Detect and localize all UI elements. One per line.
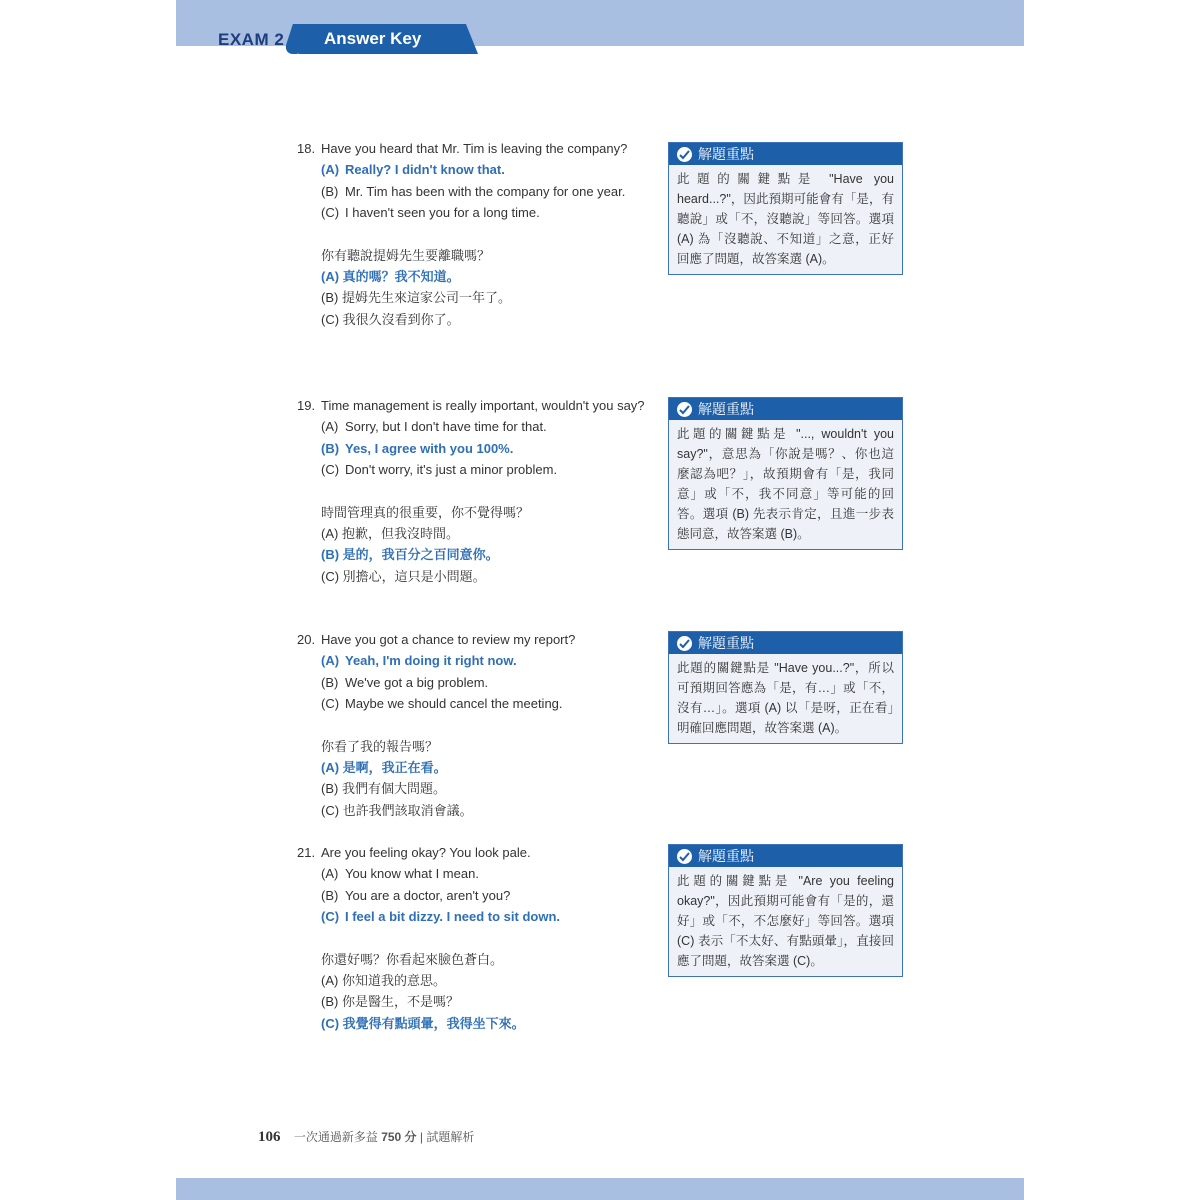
- page: [176, 0, 1024, 1200]
- question-number: 21.: [297, 845, 316, 860]
- question-text: Are you feeling okay? You look pale.: [321, 845, 531, 860]
- tip-text: 此題的關鍵點是 "Have you...?"，所以可預期回答應為「是，有…」或「不，沒有…」。選項 (A) 以「是呀，正在看」明確回應問題，故答案選 (A)。: [677, 661, 894, 735]
- checkmark-icon: [677, 636, 692, 651]
- question-number: 20.: [297, 632, 316, 647]
- question-text: Have you got a chance to review my report?: [321, 632, 576, 647]
- tip-text: 此題的關鍵點是 "Have you heard...?"，因此預期可能會有「是，有聽說」或「不，沒聽說」等回答。選項 (A) 為「沒聽說、不知道」之意，正好回應了問題，故答案選 (A)。: [677, 172, 894, 266]
- zh-question: 時間管理真的很重要，你不覺得嗎？: [321, 504, 530, 520]
- zh-question: 你看了我的報告嗎？: [321, 738, 439, 754]
- zh-option-c: (C) 也許我們該取消會議。: [321, 802, 473, 818]
- option-c: (C) Don't worry, it's just a minor problem.: [321, 462, 558, 478]
- tip-box-20: [668, 631, 903, 744]
- footer-band: [176, 1178, 1024, 1200]
- tip-header: [669, 398, 902, 420]
- zh-option-b: (B) 是的，我百分之百同意你。: [321, 547, 499, 563]
- tip-box-18: [668, 142, 903, 275]
- tip-box-19: [668, 397, 903, 550]
- tip-header: [669, 143, 902, 165]
- zh-option-a: (A) 你知道我的意思。: [321, 973, 446, 989]
- option-a: (A) Yeah, I'm doing it right now.: [321, 653, 517, 669]
- answer-key-tab: [294, 24, 462, 54]
- checkmark-icon: [677, 402, 692, 417]
- exam-label: EXAM 2: [218, 30, 285, 49]
- option-b: (B) Mr. Tim has been with the company for one year.: [321, 183, 626, 199]
- option-c: (C) Maybe we should cancel the meeting.: [321, 696, 563, 712]
- zh-option-c: (C) 我覺得有點頭暈，我得坐下來。: [321, 1015, 525, 1031]
- question-text: Have you heard that Mr. Tim is leaving the company?: [321, 141, 628, 156]
- zh-option-a: (A) 抱歉，但我沒時間。: [321, 526, 459, 542]
- zh-option-b: (B) 你是醫生，不是嗎？: [321, 994, 459, 1010]
- tip-header: [669, 632, 902, 654]
- option-c: (C) I feel a bit dizzy. I need to sit down.: [321, 909, 561, 925]
- option-a: (A) You know what I mean.: [321, 866, 479, 882]
- question-21: [297, 842, 647, 1034]
- option-b: (B) Yes, I agree with you 100%.: [321, 440, 514, 456]
- tip-title: 解題重點: [698, 401, 754, 417]
- option-a: (A) Sorry, but I don't have time for that.: [321, 419, 547, 435]
- book-score: 750 分: [381, 1130, 417, 1144]
- option-c: (C) I haven't seen you for a long time.: [321, 205, 540, 221]
- tip-text: 此題的關鍵點是 "..., wouldn't you say?"，意思為「你說是嗎？、你也這麼認為吧？」，故預期會有「是，我同意」或「不，我不同意」等可能的回答。選項 (B) 先表示肯定，且進一步表態同意，故答案選 (B)。: [677, 427, 894, 541]
- page-number: 106: [258, 1129, 281, 1145]
- tip-title: 解題重點: [698, 848, 754, 864]
- zh-option-a: (A) 是啊，我正在看。: [321, 760, 447, 776]
- book-subtitle: | 試題解析: [419, 1130, 475, 1144]
- question-18: [297, 138, 647, 330]
- checkmark-icon: [677, 147, 692, 162]
- zh-question: 你還好嗎？你看起來臉色蒼白。: [321, 951, 504, 967]
- answer-key-label: Answer Key: [324, 29, 422, 48]
- option-b: (B) We've got a big problem.: [321, 674, 489, 690]
- question-number: 19.: [297, 398, 316, 413]
- option-a: (A) Really? I didn't know that.: [321, 162, 505, 178]
- checkmark-icon: [677, 849, 692, 864]
- question-19: [297, 395, 647, 587]
- tip-header: [669, 845, 902, 867]
- zh-option-c: (C) 別擔心，這只是小問題。: [321, 568, 486, 584]
- tip-box-21: [668, 844, 903, 977]
- question-number: 18.: [297, 141, 316, 156]
- tip-title: 解題重點: [698, 635, 754, 651]
- page-footer: [258, 1128, 474, 1146]
- zh-question: 你有聽說提姆先生要離職嗎？: [321, 247, 491, 263]
- zh-option-b: (B) 提姆先生來這家公司一年了。: [321, 290, 511, 306]
- question-20: [297, 629, 647, 821]
- question-text: Time management is really important, wouldn't you say?: [321, 398, 645, 413]
- option-b: (B) You are a doctor, aren't you?: [321, 887, 511, 903]
- zh-option-b: (B) 我們有個大問題。: [321, 781, 446, 797]
- tip-title: 解題重點: [698, 146, 754, 162]
- tip-text: 此題的關鍵點是 "Are you feeling okay?"，因此預期可能會有「是的，還好」或「不，不怎麼好」等回答。選項 (C) 表示「不太好、有點頭暈」，直接回應了問題，故答案選 (C)。: [677, 874, 894, 968]
- book-title: 一次通過新多益: [293, 1130, 378, 1144]
- zh-option-c: (C) 我很久沒看到你了。: [321, 311, 460, 327]
- zh-option-a: (A) 真的嗎？我不知道。: [321, 269, 460, 285]
